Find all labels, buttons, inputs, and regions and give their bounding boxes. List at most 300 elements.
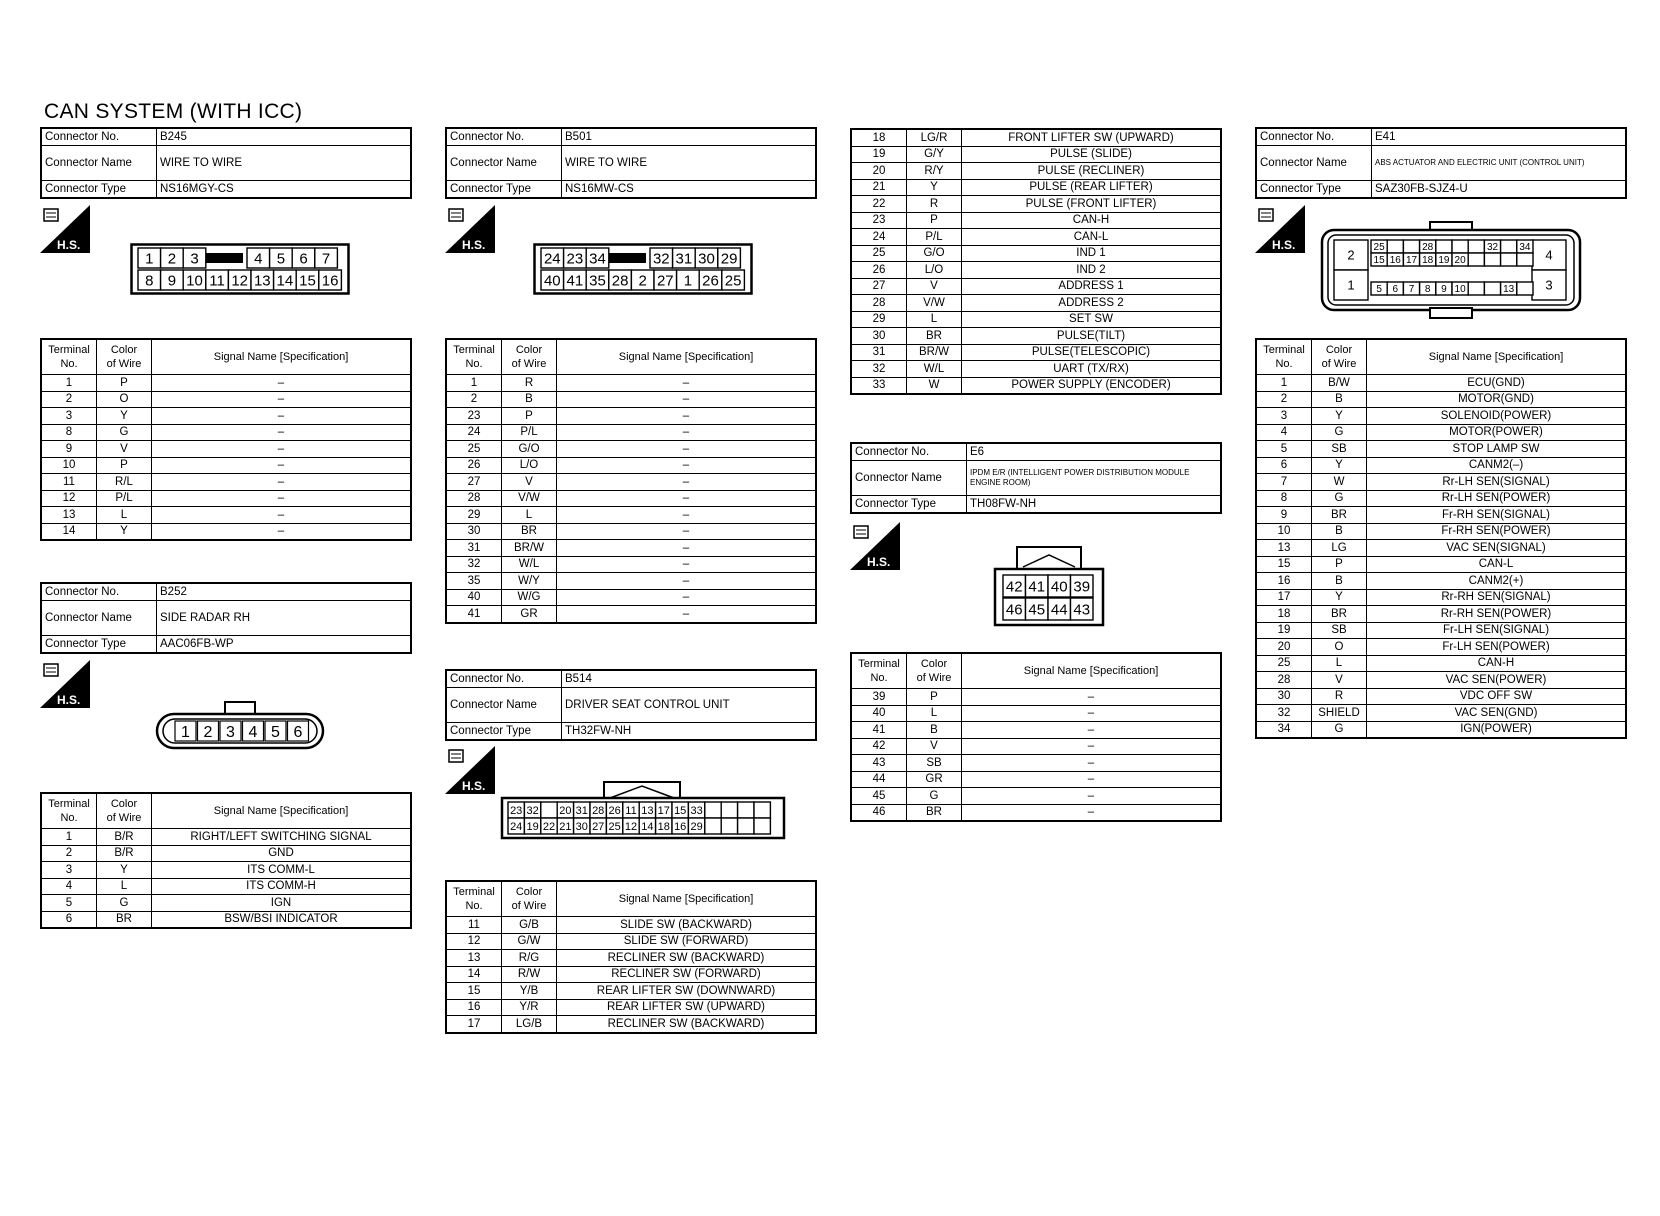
signal-name: CAN-H: [962, 212, 1222, 229]
wire-color: P: [97, 375, 152, 392]
pin-number: 32: [1486, 242, 1499, 254]
table-row: [851, 278, 1221, 295]
wire-color: SB: [907, 755, 962, 772]
signal-name: –: [557, 474, 817, 491]
table-row: [446, 490, 816, 507]
connector-name-label: Connector Name: [41, 601, 157, 636]
wire-color: B: [1312, 523, 1367, 540]
pin-number: 1: [683, 272, 693, 290]
signal-name: Fr-LH SEN(SIGNAL): [1367, 622, 1627, 639]
pin-number: 10: [1454, 284, 1466, 296]
pin-cell: [1501, 240, 1517, 253]
signal-name: SET SW: [962, 311, 1222, 328]
pin-number: 16: [1389, 255, 1401, 267]
signal-name: PULSE (SLIDE): [962, 146, 1222, 163]
pin-number: 1: [181, 724, 190, 741]
pin-number: 32: [652, 250, 670, 268]
wire-color: G/B: [502, 917, 557, 934]
signal-name: –: [557, 424, 817, 441]
wire-color: P/L: [907, 229, 962, 246]
table-row: [1256, 573, 1626, 590]
signal-name: ADDRESS 2: [962, 295, 1222, 312]
signal-name: Rr-LH SEN(POWER): [1367, 490, 1627, 507]
table-row: [446, 933, 816, 950]
signal-name: –: [557, 375, 817, 392]
terminal-no: 1: [41, 375, 97, 392]
wire-color: R/W: [502, 966, 557, 983]
signal-name: –: [152, 507, 412, 524]
table-row: [1256, 375, 1626, 392]
table-row: [851, 344, 1221, 361]
connector-b252-info: [40, 582, 412, 654]
color-of-wire-header: Color of Wire: [907, 653, 962, 689]
wire-color: SB: [1312, 622, 1367, 639]
terminal-no: 30: [446, 523, 502, 540]
signal-name: –: [557, 391, 817, 408]
pin-number: 35: [589, 272, 606, 290]
terminal-table-header: [851, 653, 1221, 689]
pin-cell: [705, 818, 721, 834]
terminal-no: 27: [446, 474, 502, 491]
wire-color: V: [907, 738, 962, 755]
terminal-no: 28: [446, 490, 502, 507]
wire-color: P: [97, 457, 152, 474]
signal-name: GND: [152, 845, 412, 862]
pin-number: 42: [1005, 578, 1023, 596]
signal-name: –: [152, 457, 412, 474]
wire-color: L/O: [502, 457, 557, 474]
terminal-no: 16: [1256, 573, 1312, 590]
signal-name: –: [557, 523, 817, 540]
wire-color: BR: [1312, 606, 1367, 623]
table-row: [851, 328, 1221, 345]
terminal-no: 19: [851, 146, 907, 163]
table-row: [41, 845, 411, 862]
color-of-wire-header: Color of Wire: [97, 793, 152, 829]
wire-color: V: [97, 441, 152, 458]
table-row: [851, 245, 1221, 262]
connector-e41-block: [1255, 127, 1627, 199]
table-row: [446, 391, 816, 408]
signal-name: CAN-H: [1367, 655, 1627, 672]
table-row: [1256, 721, 1626, 738]
signal-name: –: [962, 689, 1222, 706]
table-row: [1256, 639, 1626, 656]
connector-name-value: DRIVER SEAT CONTROL UNIT: [562, 688, 817, 723]
pin-number: 32: [526, 804, 539, 817]
terminal-no: 26: [851, 262, 907, 279]
connector-type-label: Connector Type: [446, 723, 562, 741]
pin-number: 30: [698, 250, 715, 268]
connector-type-value: NS16MW-CS: [562, 181, 817, 199]
terminal-no: 15: [446, 983, 502, 1000]
signal-name: Fr-LH SEN(POWER): [1367, 639, 1627, 656]
terminal-no: 10: [41, 457, 97, 474]
terminal-no: 6: [41, 911, 97, 928]
connector-type-label: Connector Type: [1256, 181, 1372, 199]
wire-color: G/O: [502, 441, 557, 458]
wire-color: V: [502, 474, 557, 491]
terminal-no: 23: [446, 408, 502, 425]
pin-number: 3: [226, 724, 235, 741]
table-row: [851, 377, 1221, 394]
table-row: [446, 540, 816, 557]
terminal-no: 18: [851, 129, 907, 146]
signal-name: IGN(POWER): [1367, 721, 1627, 738]
table-row: [1256, 490, 1626, 507]
terminal-no: 1: [41, 829, 97, 846]
signal-name: VAC SEN(SIGNAL): [1367, 540, 1627, 557]
table-row: [41, 375, 411, 392]
signal-name-header: Signal Name [Specification]: [557, 881, 817, 917]
terminal-no: 3: [1256, 408, 1312, 425]
connector-b501-info: [445, 127, 817, 199]
connector-b514-terminals-continued: [850, 128, 1222, 395]
pin-number: 5: [271, 724, 280, 741]
svg-text:H.S.: H.S.: [57, 693, 81, 707]
pin-number: 22: [542, 820, 556, 833]
terminal-no: 22: [851, 196, 907, 213]
signal-name: PULSE (RECLINER): [962, 163, 1222, 180]
table-row: [41, 408, 411, 425]
terminal-no: 23: [851, 212, 907, 229]
pin-number: 16: [321, 272, 339, 290]
terminal-no: 7: [1256, 474, 1312, 491]
terminal-no: 26: [446, 457, 502, 474]
pin-number: 5: [1376, 284, 1382, 296]
wire-color: B: [907, 722, 962, 739]
table-row: [1256, 523, 1626, 540]
connector-no-value: B501: [562, 128, 817, 146]
table-row: [41, 878, 411, 895]
terminal-no: 31: [851, 344, 907, 361]
wire-color: R/Y: [907, 163, 962, 180]
terminal-no: 5: [41, 895, 97, 912]
pin-number: 31: [675, 250, 693, 268]
terminal-no: 4: [1256, 424, 1312, 441]
svg-text:H.S.: H.S.: [462, 238, 486, 252]
pin-number: 1: [145, 250, 154, 268]
wire-color: Y/B: [502, 983, 557, 1000]
signal-name: –: [557, 408, 817, 425]
svg-text:H.S.: H.S.: [1272, 238, 1296, 252]
table-row: [851, 722, 1221, 739]
wire-color: B/W: [1312, 375, 1367, 392]
terminal-no: 24: [851, 229, 907, 246]
terminal-no: 17: [1256, 589, 1312, 606]
signal-name-header: Signal Name [Specification]: [962, 653, 1222, 689]
wire-color: BR: [502, 523, 557, 540]
table-row: [1256, 622, 1626, 639]
signal-name: –: [557, 540, 817, 557]
terminal-table-header: [41, 793, 411, 829]
wire-color: BR/W: [907, 344, 962, 361]
terminal-no: 21: [851, 179, 907, 196]
table-row: [446, 408, 816, 425]
connector-b245-block: [40, 127, 412, 199]
harness-side-icon: [445, 205, 495, 253]
signal-name-header: Signal Name [Specification]: [152, 339, 412, 375]
pin-cell: [721, 818, 737, 834]
pin-number: 16: [674, 820, 687, 833]
connector-b514-block: [445, 669, 817, 741]
wire-color: V: [907, 278, 962, 295]
connector-latch-bottom: [1430, 308, 1472, 318]
table-row: [41, 911, 411, 928]
table-row: [446, 966, 816, 983]
pin-cell: [1484, 253, 1500, 266]
terminal-no: 40: [851, 705, 907, 722]
connector-name-label: Connector Name: [41, 146, 157, 181]
pin-number: 4: [248, 724, 258, 741]
pin-number: 43: [1073, 601, 1091, 619]
signal-name: –: [557, 606, 817, 623]
wire-color: R: [907, 196, 962, 213]
signal-name: ECU(GND): [1367, 375, 1627, 392]
pin-number: 20: [1454, 255, 1466, 267]
terminal-no: 5: [1256, 441, 1312, 458]
terminal-no: 40: [446, 589, 502, 606]
wire-color: GR: [907, 771, 962, 788]
pin-number: 15: [1373, 255, 1385, 267]
table-row: [41, 457, 411, 474]
signal-name-header: Signal Name [Specification]: [152, 793, 412, 829]
pin-number: 6: [293, 724, 303, 741]
signal-name: SLIDE SW (FORWARD): [557, 933, 817, 950]
pin-cell: [1468, 240, 1484, 253]
terminal-no: 2: [1256, 391, 1312, 408]
terminal-table: [40, 338, 412, 541]
signal-name: –: [962, 755, 1222, 772]
signal-name: REAR LIFTER SW (DOWNWARD): [557, 983, 817, 1000]
pin-number: 34: [589, 250, 606, 268]
pin-number: 18: [657, 820, 670, 833]
signal-name: CANM2(+): [1367, 573, 1627, 590]
pin-number: 28: [611, 272, 629, 290]
signal-name: SOLENOID(POWER): [1367, 408, 1627, 425]
signal-name: –: [962, 771, 1222, 788]
svg-text:H.S.: H.S.: [57, 238, 81, 252]
pin-number: 3: [1545, 277, 1553, 293]
wire-color: Y: [97, 408, 152, 425]
signal-name: VAC SEN(POWER): [1367, 672, 1627, 689]
signal-name: POWER SUPPLY (ENCODER): [962, 377, 1222, 394]
pin-number: 2: [1347, 247, 1355, 263]
terminal-no: 17: [446, 1016, 502, 1033]
pin-number: 2: [638, 272, 647, 290]
pin-cell: [1501, 253, 1517, 266]
connector-type-value: AAC06FB-WP: [157, 636, 412, 654]
wire-color: V: [1312, 672, 1367, 689]
signal-name: –: [962, 788, 1222, 805]
pin-number: 27: [592, 820, 605, 833]
signal-name: IGN: [152, 895, 412, 912]
wire-color: Y: [907, 179, 962, 196]
table-row: [41, 862, 411, 879]
terminal-no-header: Terminal No.: [446, 339, 502, 375]
table-row: [446, 474, 816, 491]
color-of-wire-header: Color of Wire: [502, 881, 557, 917]
table-row: [446, 1016, 816, 1033]
pin-number: 9: [167, 272, 177, 290]
pin-number: 31: [575, 804, 588, 817]
wire-color: R/G: [502, 950, 557, 967]
wire-color: GR: [502, 606, 557, 623]
wire-color: W/L: [502, 556, 557, 573]
pin-cell: [754, 818, 770, 834]
pin-number: 40: [543, 272, 561, 290]
wire-color: P: [907, 212, 962, 229]
pin-cell: [738, 802, 754, 818]
pin-number: 23: [510, 804, 523, 817]
signal-name: Fr-RH SEN(SIGNAL): [1367, 507, 1627, 524]
wire-color: G: [97, 895, 152, 912]
signal-name: VDC OFF SW: [1367, 688, 1627, 705]
table-row: [41, 523, 411, 540]
signal-name: BSW/BSI INDICATOR: [152, 911, 412, 928]
wire-color: B: [502, 391, 557, 408]
pin-number: 10: [186, 272, 203, 290]
signal-name: ITS COMM-L: [152, 862, 412, 879]
wire-color: G: [1312, 424, 1367, 441]
wire-color: B: [1312, 391, 1367, 408]
terminal-no: 32: [851, 361, 907, 378]
pin-number: 29: [720, 250, 738, 268]
connector-e41-info: [1255, 127, 1627, 199]
terminal-no: 16: [446, 999, 502, 1016]
wire-color: BR: [97, 911, 152, 928]
connector-e6-block: [850, 442, 1222, 514]
connector-b245-diagram: [130, 243, 350, 295]
signal-name: VAC SEN(GND): [1367, 705, 1627, 722]
connector-name-label: Connector Name: [446, 146, 562, 181]
connector-no-value: B252: [157, 583, 412, 601]
table-row: [1256, 589, 1626, 606]
pin-number: 23: [566, 250, 584, 268]
connector-type-value: NS16MGY-CS: [157, 181, 412, 199]
signal-name-header: Signal Name [Specification]: [557, 339, 817, 375]
signal-name: IND 2: [962, 262, 1222, 279]
terminal-no: 2: [446, 391, 502, 408]
connector-b245-info: [40, 127, 412, 199]
wire-color: R/L: [97, 474, 152, 491]
pin-cell: [1517, 282, 1533, 295]
table-row: [1256, 474, 1626, 491]
connector-no-value: B245: [157, 128, 412, 146]
pin-number: 30: [575, 820, 588, 833]
terminal-no: 15: [1256, 556, 1312, 573]
wire-color: G/W: [502, 933, 557, 950]
connector-type-value: TH32FW-NH: [562, 723, 817, 741]
pin-number: 19: [1438, 255, 1450, 267]
terminal-no: 2: [41, 845, 97, 862]
terminal-no-header: Terminal No.: [41, 339, 97, 375]
wire-color: G/Y: [907, 146, 962, 163]
pin-number: 11: [625, 804, 637, 817]
wire-color: R: [502, 375, 557, 392]
wire-color: W/L: [907, 361, 962, 378]
pin-number: 24: [543, 250, 561, 268]
wire-color: BR/W: [502, 540, 557, 557]
harness-side-icon: [1255, 205, 1305, 253]
terminal-no: 42: [851, 738, 907, 755]
table-row: [851, 755, 1221, 772]
table-row: [41, 507, 411, 524]
terminal-table: [40, 792, 412, 929]
terminal-no: 41: [446, 606, 502, 623]
pin-number: 25: [724, 272, 742, 290]
pin-cell: [1436, 240, 1452, 253]
terminal-no: 4: [41, 878, 97, 895]
pin-number: 6: [299, 250, 308, 268]
connector-no-label: Connector No.: [41, 583, 157, 601]
pin-number: 24: [510, 820, 523, 833]
connector-name-value: WIRE TO WIRE: [157, 146, 412, 181]
connector-name-value: WIRE TO WIRE: [562, 146, 817, 181]
pin-cell: [1517, 253, 1533, 266]
pin-cell: [1468, 253, 1484, 266]
harness-side-icon: [40, 660, 90, 708]
polarization-key: [206, 253, 243, 263]
wire-color: G: [1312, 490, 1367, 507]
pin-number: 33: [690, 804, 703, 817]
terminal-no: 20: [1256, 639, 1312, 656]
pin-number: 17: [1405, 255, 1418, 267]
table-row: [851, 146, 1221, 163]
wire-color: V/W: [502, 490, 557, 507]
terminal-table-header: [41, 339, 411, 375]
connector-b252-block: [40, 582, 412, 654]
terminal-no: 25: [446, 441, 502, 458]
signal-name: –: [962, 705, 1222, 722]
wire-color: P/L: [502, 424, 557, 441]
table-row: [41, 474, 411, 491]
pin-number: 28: [1422, 242, 1434, 254]
signal-name: RIGHT/LEFT SWITCHING SIGNAL: [152, 829, 412, 846]
pin-number: 41: [1028, 578, 1046, 596]
terminal-no: 12: [446, 933, 502, 950]
pin-number: 12: [624, 820, 638, 833]
pin-number: 18: [1422, 255, 1434, 267]
wire-color: P/L: [97, 490, 152, 507]
wire-color: L: [907, 705, 962, 722]
terminal-no: 13: [446, 950, 502, 967]
connector-b245-terminals: [40, 338, 412, 541]
terminal-no: 3: [41, 408, 97, 425]
harness-side-icon: [445, 746, 495, 794]
pin-number: 9: [1441, 284, 1447, 296]
wire-color: Y: [1312, 408, 1367, 425]
pin-number: 2: [203, 724, 213, 741]
pin-number: 13: [641, 804, 654, 817]
pin-number: 17: [657, 804, 670, 817]
table-row: [41, 829, 411, 846]
pin-number: 12: [231, 272, 249, 290]
terminal-no-header: Terminal No.: [41, 793, 97, 829]
terminal-no: 14: [41, 523, 97, 540]
connector-b501-diagram: [533, 243, 753, 295]
pin-number: 27: [656, 272, 674, 290]
table-row: [1256, 705, 1626, 722]
terminal-no: 44: [851, 771, 907, 788]
wire-color: P: [502, 408, 557, 425]
terminal-no: 9: [1256, 507, 1312, 524]
wire-color: G: [1312, 721, 1367, 738]
wire-color: SB: [1312, 441, 1367, 458]
table-row: [1256, 655, 1626, 672]
signal-name: UART (TX/RX): [962, 361, 1222, 378]
wire-color: LG: [1312, 540, 1367, 557]
